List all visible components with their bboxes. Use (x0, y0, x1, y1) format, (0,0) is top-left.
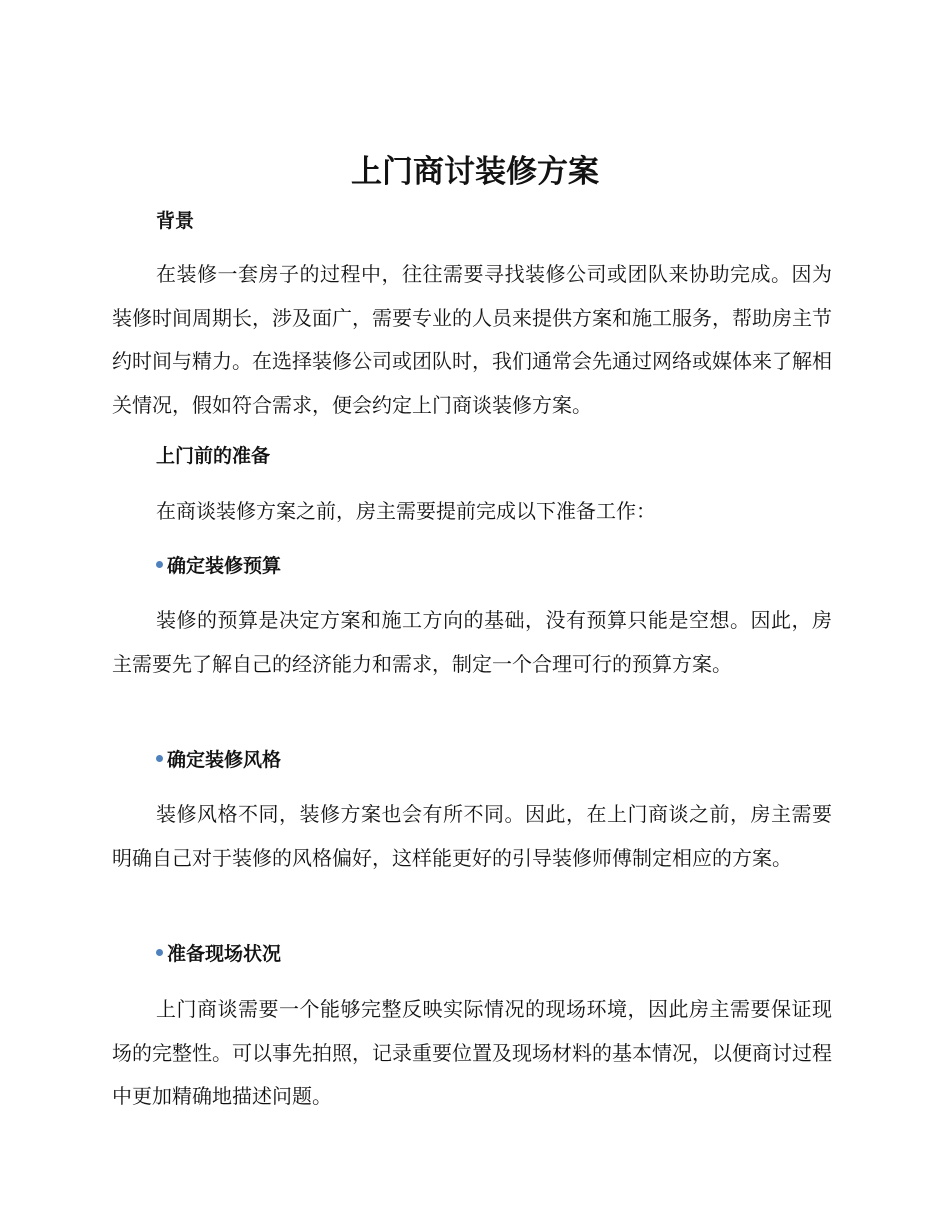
bullet-heading-budget-label: 确定装修预算 (167, 555, 282, 577)
section-paragraph-background: 在装修一套房子的过程中，往往需要寻找装修公司或团队来协助完成。因为装修时间周期长，涉及面广，需要专业的人员来提供方案和施工服务，帮助房主节约时间与精力。在选择装修公司或团队时，我们通常会先通过网络或媒体来了解相关情况，假如符合需求，便会约定上门商谈装修方案。 (112, 262, 832, 417)
section-heading-background: 背景 (156, 210, 195, 232)
bullet-heading-style-label: 确定装修风格 (167, 749, 282, 771)
bullet-heading-budget (156, 553, 281, 579)
bullet-dot-icon (156, 949, 163, 956)
section-paragraph-preparation: 在商谈装修方案之前，房主需要提前完成以下准备工作： (156, 499, 656, 523)
bullet-dot-icon (156, 561, 163, 568)
document-title: 上门商讨装修方案 (351, 154, 599, 190)
section-heading-preparation: 上门前的准备 (156, 445, 271, 467)
bullet-heading-site (156, 941, 281, 967)
bullet-dot-icon (156, 755, 163, 762)
section-paragraph-budget: 装修的预算是决定方案和施工方向的基础，没有预算只能是空想。因此，房主需要先了解自己的经济能力和需求，制定一个合理可行的预算方案。 (112, 608, 832, 676)
bullet-heading-style (156, 747, 281, 773)
section-paragraph-style: 装修风格不同，装修方案也会有所不同。因此，在上门商谈之前，房主需要明确自己对于装修的风格偏好，这样能更好的引导装修师傅制定相应的方案。 (112, 802, 832, 870)
section-paragraph-site: 上门商谈需要一个能够完整反映实际情况的现场环境，因此房主需要保证现场的完整性。可以事先拍照，记录重要位置及现场材料的基本情况，以便商讨过程中更加精确地描述问题。 (112, 997, 832, 1108)
bullet-heading-site-label: 准备现场状况 (167, 943, 282, 965)
